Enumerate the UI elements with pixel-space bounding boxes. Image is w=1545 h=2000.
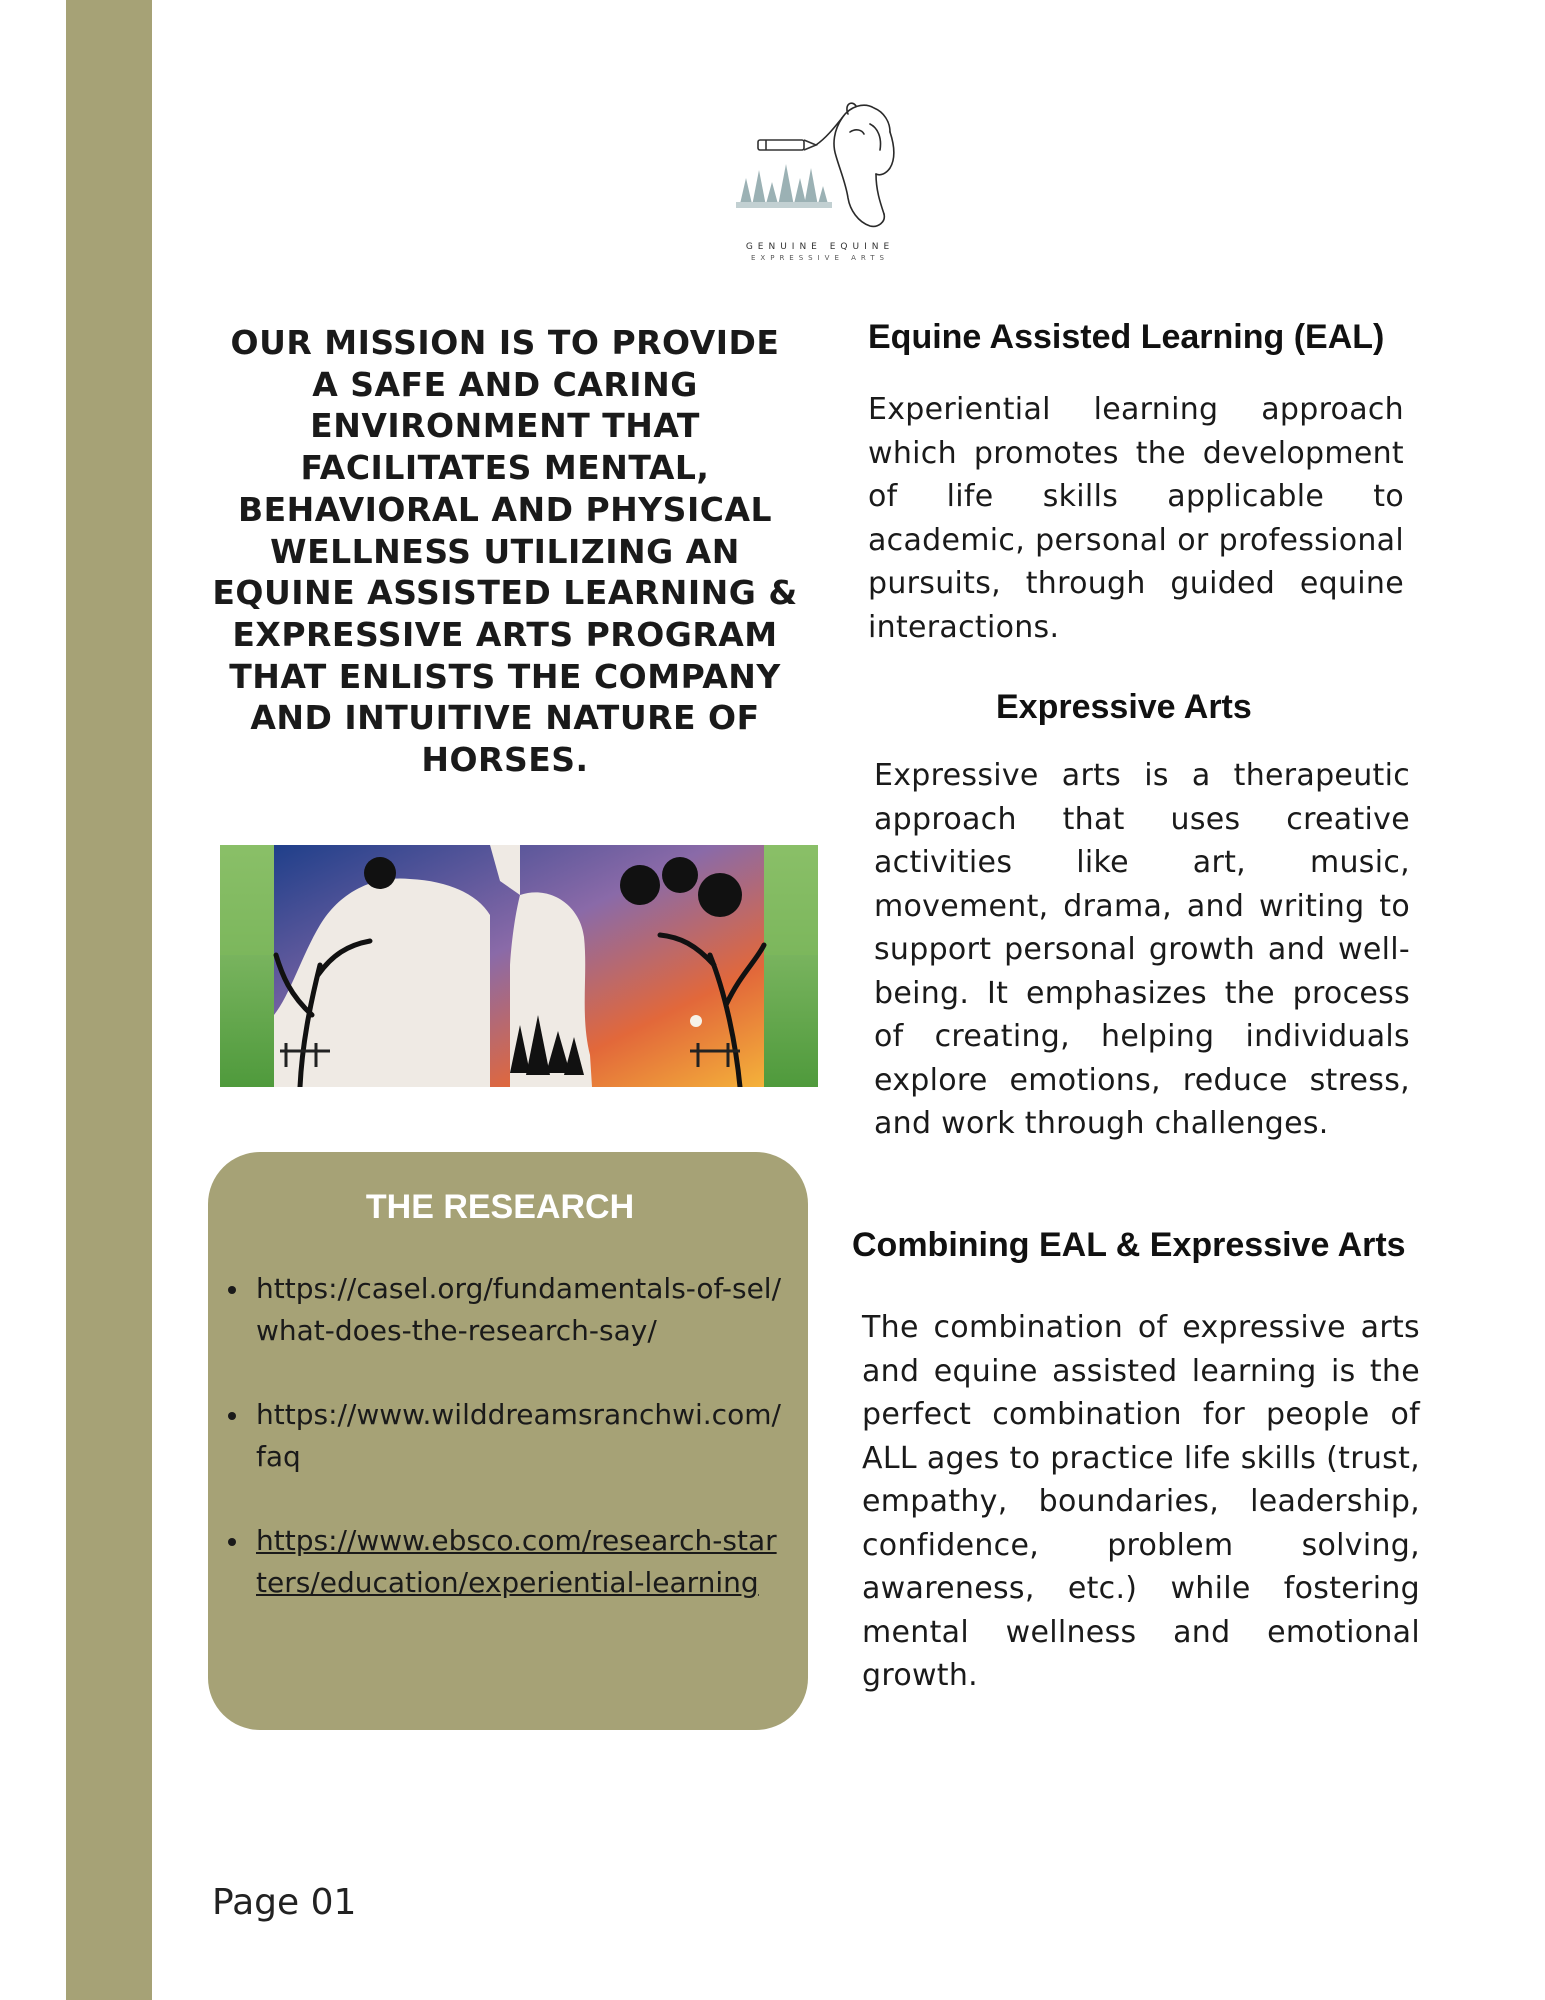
logo-subtitle: EXPRESSIVE ARTS [751, 254, 889, 262]
research-link-ebsco[interactable] [256, 1520, 786, 1604]
research-link-text: https://casel.org/fundamentals-of-sel/what-does-the-research-say/ [256, 1272, 782, 1347]
eal-body: Experiential learning approach which promotes the development of life skills applicable to academic, personal or professional pursuits, through guided equine interactions. [868, 392, 1404, 645]
expressive-arts-body: Expressive arts is a therapeutic approach that uses creative activities like art, music, movement, drama, and writing to support personal growth and well-being. It emphasizes the process of creating, helping individuals explore emotions, reduce stress, and work through challenges. [874, 758, 1410, 1141]
horse-painting-image [220, 845, 818, 1087]
combined-body: The combination of expressive arts and equine assisted learning is the perfect combination for people of ALL ages to practice life skills (trust, empathy, boundaries, leadership, confidence, problem solving, awareness, etc.) while fostering mental wellness and emotional growth. [862, 1310, 1420, 1693]
research-link-text: https://www.ebsco.com/research-starters/education/experiential-learning [256, 1524, 777, 1599]
mission-statement: OUR MISSION IS TO PROVIDE A SAFE AND CARING ENVIRONMENT THAT FACILITATES MENTAL, BEHAVIORAL AND PHYSICAL WELLNESS UTILIZING AN EQUINE ASSISTED LEARNING & EXPRESSIVE ARTS PROGRAM THAT ENLISTS THE COMPANY AND INTUITIVE NATURE OF HORSES. [212, 323, 798, 780]
expressive-arts-heading: Expressive Arts [996, 688, 1252, 726]
genuine-equine-logo [720, 98, 920, 274]
logo-name: GENUINE EQUINE [745, 242, 895, 252]
side-accent-bar [66, 0, 152, 2000]
research-link-text: https://www.wilddreamsranchwi.com/faq [256, 1398, 781, 1473]
research-links-list [256, 1268, 786, 1646]
combined-heading: Combining EAL & Expressive Arts [852, 1226, 1406, 1264]
eal-heading: Equine Assisted Learning (EAL) [868, 318, 1385, 356]
page-number: Page 01 [212, 1882, 357, 1923]
research-link-wilddreams[interactable] [256, 1394, 786, 1478]
research-title: THE RESEARCH [365, 1188, 635, 1226]
horse-logo-icon [730, 98, 910, 238]
research-box [208, 1152, 808, 1730]
research-link-casel[interactable] [256, 1268, 786, 1352]
